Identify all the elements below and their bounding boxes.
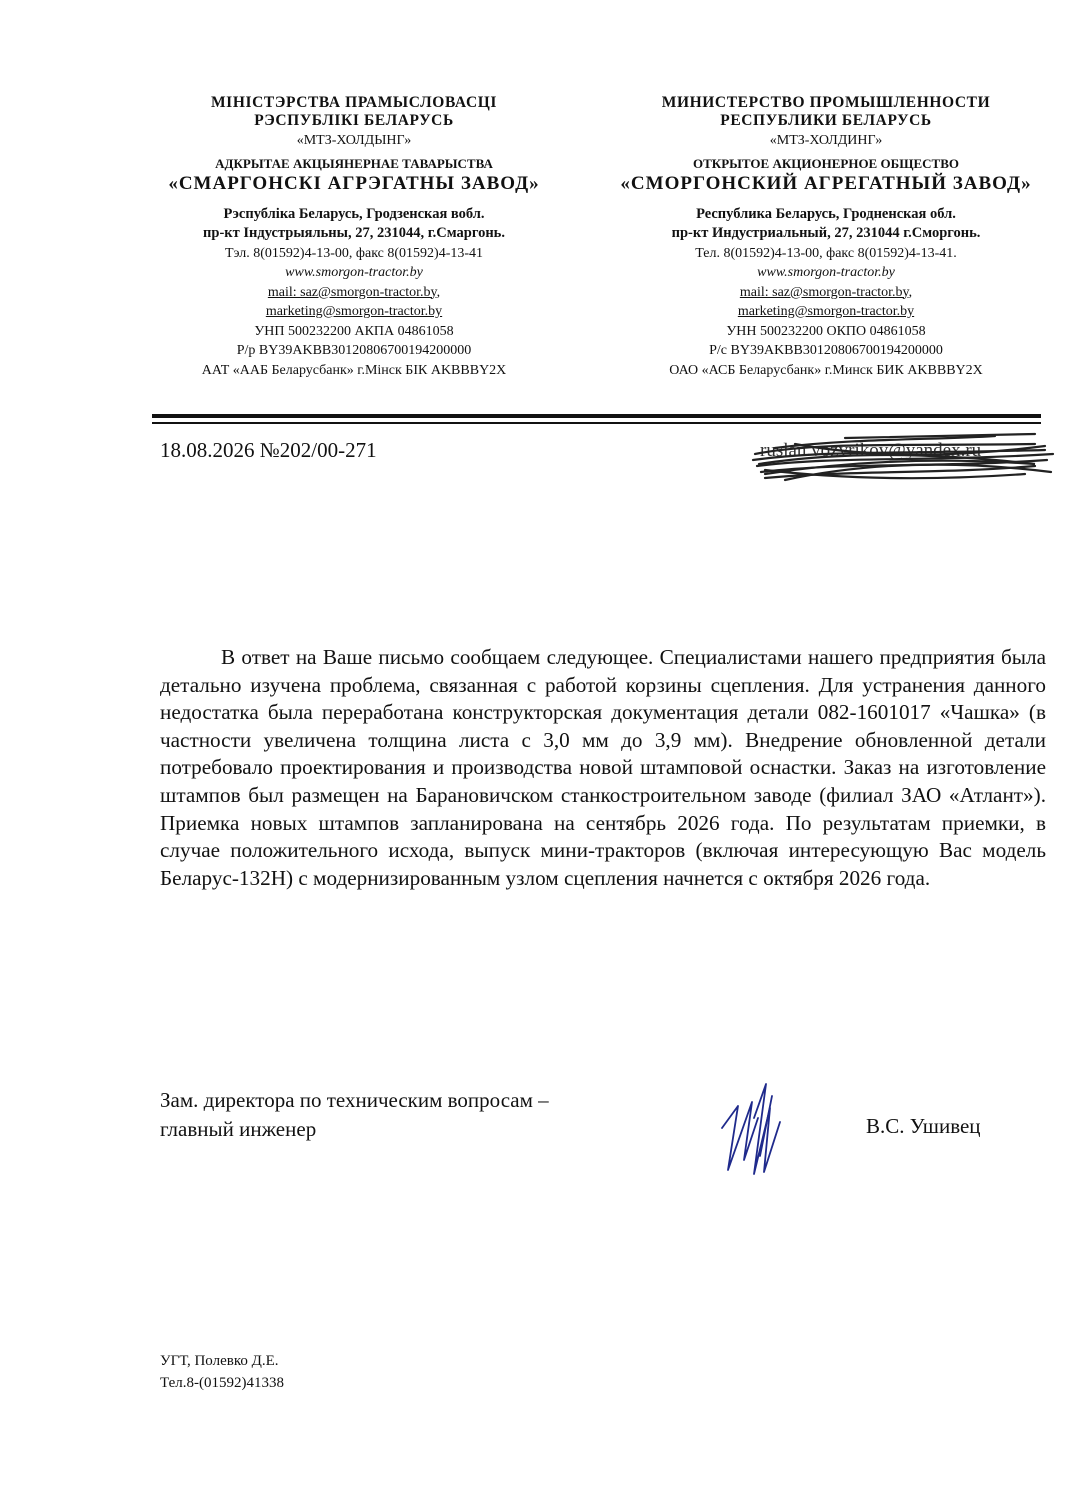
holding-name: «МТЗ-ХОЛДИНГ»	[769, 133, 883, 148]
bank-account: Р/с BY39AKBB30120806700194200000	[709, 343, 943, 358]
company-type: АДКРЫТАЕ АКЦЫЯНЕРНАЕ ТАВАРЫСТВА	[215, 155, 493, 171]
executor-info	[160, 1350, 284, 1394]
header-left-belarusian	[140, 94, 568, 380]
email-marketing: marketing@smorgon-tractor.by	[737, 304, 915, 319]
bank-name: ААТ «ААБ Беларусбанк» г.Мінск БІК AKBBBY2X	[201, 362, 507, 378]
date-and-number: 18.08.2026 №202/00-271	[160, 438, 377, 462]
company-name: «СМАРГОНСКІ АГРЭГАТНЫ ЗАВОД»	[168, 173, 540, 194]
header-right-russian	[600, 94, 1052, 380]
holding-name: «МТЗ-ХОЛДЫНГ»	[296, 133, 412, 148]
tax-codes: УНП 500232200 АКПА 04861058	[254, 323, 454, 339]
letter-body	[160, 644, 1046, 892]
email-main: mail: saz@smorgon-tractor.by,	[267, 284, 441, 300]
address-line2: пр-кт Индустриальный, 27, 231044 г.Сморгонь.	[671, 225, 981, 241]
website: www.smorgon-tractor.by	[285, 265, 423, 280]
address-line1: Республика Беларусь, Гродненская обл.	[696, 206, 956, 222]
ministry-name-line1: МИНИСТЕРСТВО ПРОМЫШЛЕННОСТИ	[661, 94, 991, 111]
tax-codes: УНН 500232200 ОКПО 04861058	[726, 323, 926, 339]
address-line2: пр-кт Індустрыяльны, 27, 231044, г.Смаргонь.	[203, 225, 505, 241]
ministry-name-line1: МІНІСТЭРСТВА ПРАМЫСЛОВАСЦІ	[210, 94, 498, 111]
phone-fax: Тел. 8(01592)4-13-00, факс 8(01592)4-13-41.	[695, 245, 957, 261]
signatory-position-line1: Зам. директора по техническим вопросам –	[160, 1088, 549, 1112]
signatory-position	[160, 1086, 549, 1144]
signatory-name: В.С. Ушивец	[866, 1114, 981, 1138]
phone-fax: Тэл. 8(01592)4-13-00, факс 8(01592)4-13-41	[224, 245, 484, 261]
email-marketing: marketing@smorgon-tractor.by	[265, 304, 443, 319]
handwritten-signature-icon	[714, 1078, 794, 1178]
signatory-position-line2: главный инженер	[160, 1117, 317, 1141]
recipient-email-text: ruslan.vozvrikov@yandex.ru	[760, 440, 982, 461]
executor-name: УГТ, Полевко Д.Е.	[160, 1353, 279, 1369]
company-name: «СМОРГОНСКИЙ АГРЕГАТНЫЙ ЗАВОД»	[620, 173, 1032, 194]
email-main: mail: saz@smorgon-tractor.by,	[739, 284, 913, 300]
redaction-scribble-icon	[735, 424, 1065, 494]
ministry-name-line2: РЭСПУБЛІКІ БЕЛАРУСЬ	[254, 111, 454, 129]
executor-phone: Тел.8-(01592)41338	[160, 1375, 284, 1391]
header-divider-thick	[152, 414, 1041, 418]
company-type: ОТКРЫТОЕ АКЦИОНЕРНОЕ ОБЩЕСТВО	[693, 155, 959, 171]
redacted-recipient-email	[735, 424, 1065, 494]
body-paragraph: В ответ на Ваше письмо сообщаем следующее. Специалистами нашего предприятия была детально изучена проблема, связанная с работой корзины сцепления. Для устранения данного недостатка была переработана конструкторская документация детали 082-1601017 «Чашка» (в частности увеличена толщина листа с 3,0 мм до 3,9 мм). Внедрение обновленной детали потребовало проектирования и производства новой штамповой оснастки. Заказ на изготовление штампов был размещен на Барановичском станкостроительном заводе (филиал ЗАО «Атлант»). Приемка новых штампов запланирована на сентябрь 2026 года. По результатам приемки, в случае положительного исхода, выпуск мини-тракторов (включая интересующую Вас модель Беларус-132Н) с модернизированным узлом сцепления начнется с октября 2026 года.	[160, 645, 1046, 890]
website: www.smorgon-tractor.by	[757, 265, 895, 280]
address-line1: Рэспубліка Беларусь, Гродзенская вобл.	[223, 206, 485, 222]
bank-account: Р/р BY39AKBB30120806700194200000	[236, 343, 472, 358]
bank-name: ОАО «АСБ Беларусбанк» г.Минск БИК AKBBBY2X	[669, 362, 983, 378]
ministry-name-line2: РЕСПУБЛИКИ БЕЛАРУСЬ	[720, 111, 932, 129]
